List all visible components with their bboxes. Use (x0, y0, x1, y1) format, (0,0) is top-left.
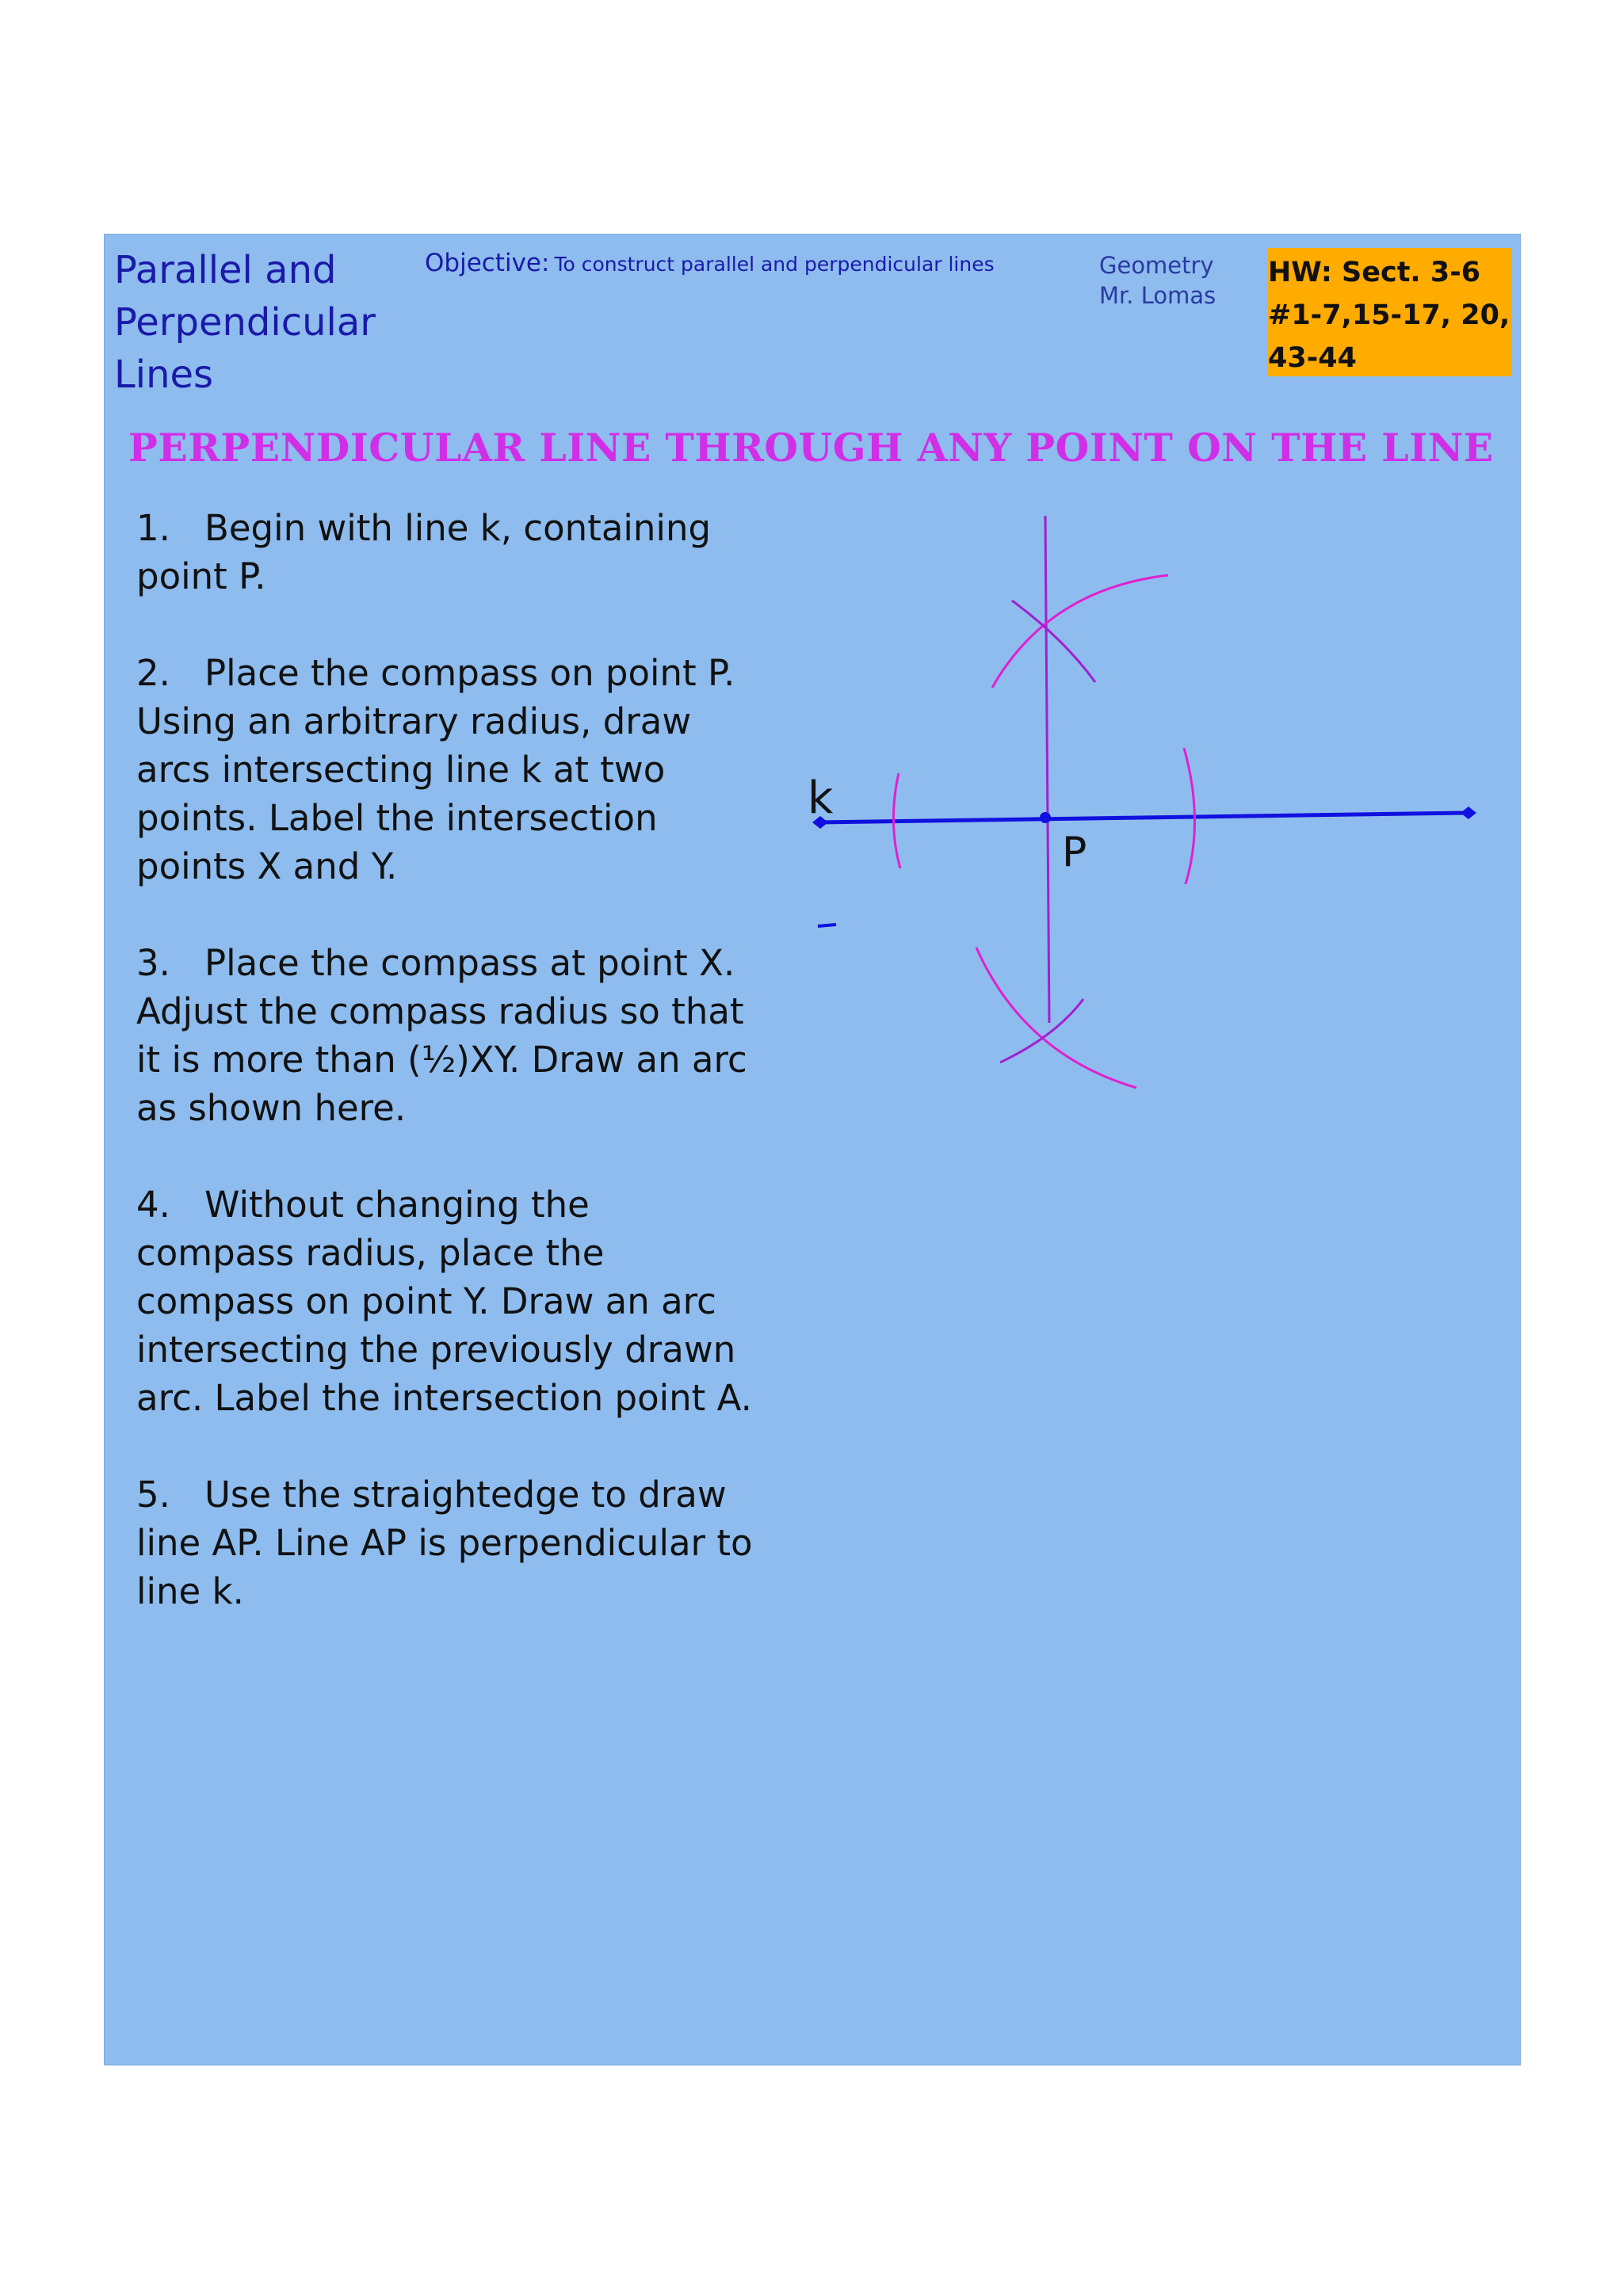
step-number: 2. (136, 652, 170, 694)
title-line-3: Lines (114, 353, 214, 397)
objective-text: To construct parallel and perpendicular lines (554, 253, 995, 276)
stray-tick-mark (818, 925, 836, 926)
title-line-2: Perpendicular (114, 300, 376, 345)
point-p-dot (1040, 812, 1051, 823)
line-k-right-arrow (1461, 807, 1476, 819)
homework-line-2: #1-7,15-17, 20, (1268, 299, 1510, 331)
step-text: Use the straightedge to draw line AP. Line AP is perpendicular to line k. (136, 1474, 753, 1612)
step-text: Place the compass on point P. Using an arbitrary radius, draw arcs intersecting line k at two points. Label the intersection points X and Y. (136, 652, 735, 887)
step-number: 5. (136, 1474, 170, 1516)
step-number: 1. (136, 507, 170, 549)
upper-arc-from-y (992, 575, 1168, 688)
step-text: Place the compass at point X. Adjust the compass radius so that it is more than (½)XY. Draw an arc as shown here. (136, 942, 747, 1129)
homework-line-3: 43-44 (1268, 342, 1357, 374)
objective-label: Objective: (425, 249, 550, 277)
upper-arc-from-x (1012, 601, 1095, 682)
course-name: Geometry (1099, 252, 1214, 279)
perpendicular-line (1045, 516, 1049, 1023)
line-k (818, 813, 1466, 822)
homework-line-1: HW: Sect. 3-6 (1268, 257, 1481, 288)
point-p-label: P (1062, 829, 1087, 876)
section-heading: PERPENDICULAR LINE THROUGH ANY POINT ON THE LINE (128, 425, 1494, 471)
title-line-1: Parallel and (114, 248, 337, 292)
step-text: Without changing the compass radius, place the compass on point Y. Draw an arc intersecting the previously drawn arc. Label the intersection point A. (136, 1184, 752, 1419)
lower-arc-from-y (976, 948, 1136, 1088)
step-text: Begin with line k, containing point P. (136, 507, 712, 597)
slide-panel (104, 234, 1521, 2065)
step-number: 3. (136, 942, 170, 984)
line-k-label: k (808, 772, 834, 824)
teacher-name: Mr. Lomas (1099, 282, 1216, 309)
construction-diagram (105, 235, 1522, 2066)
step-number: 4. (136, 1184, 170, 1226)
